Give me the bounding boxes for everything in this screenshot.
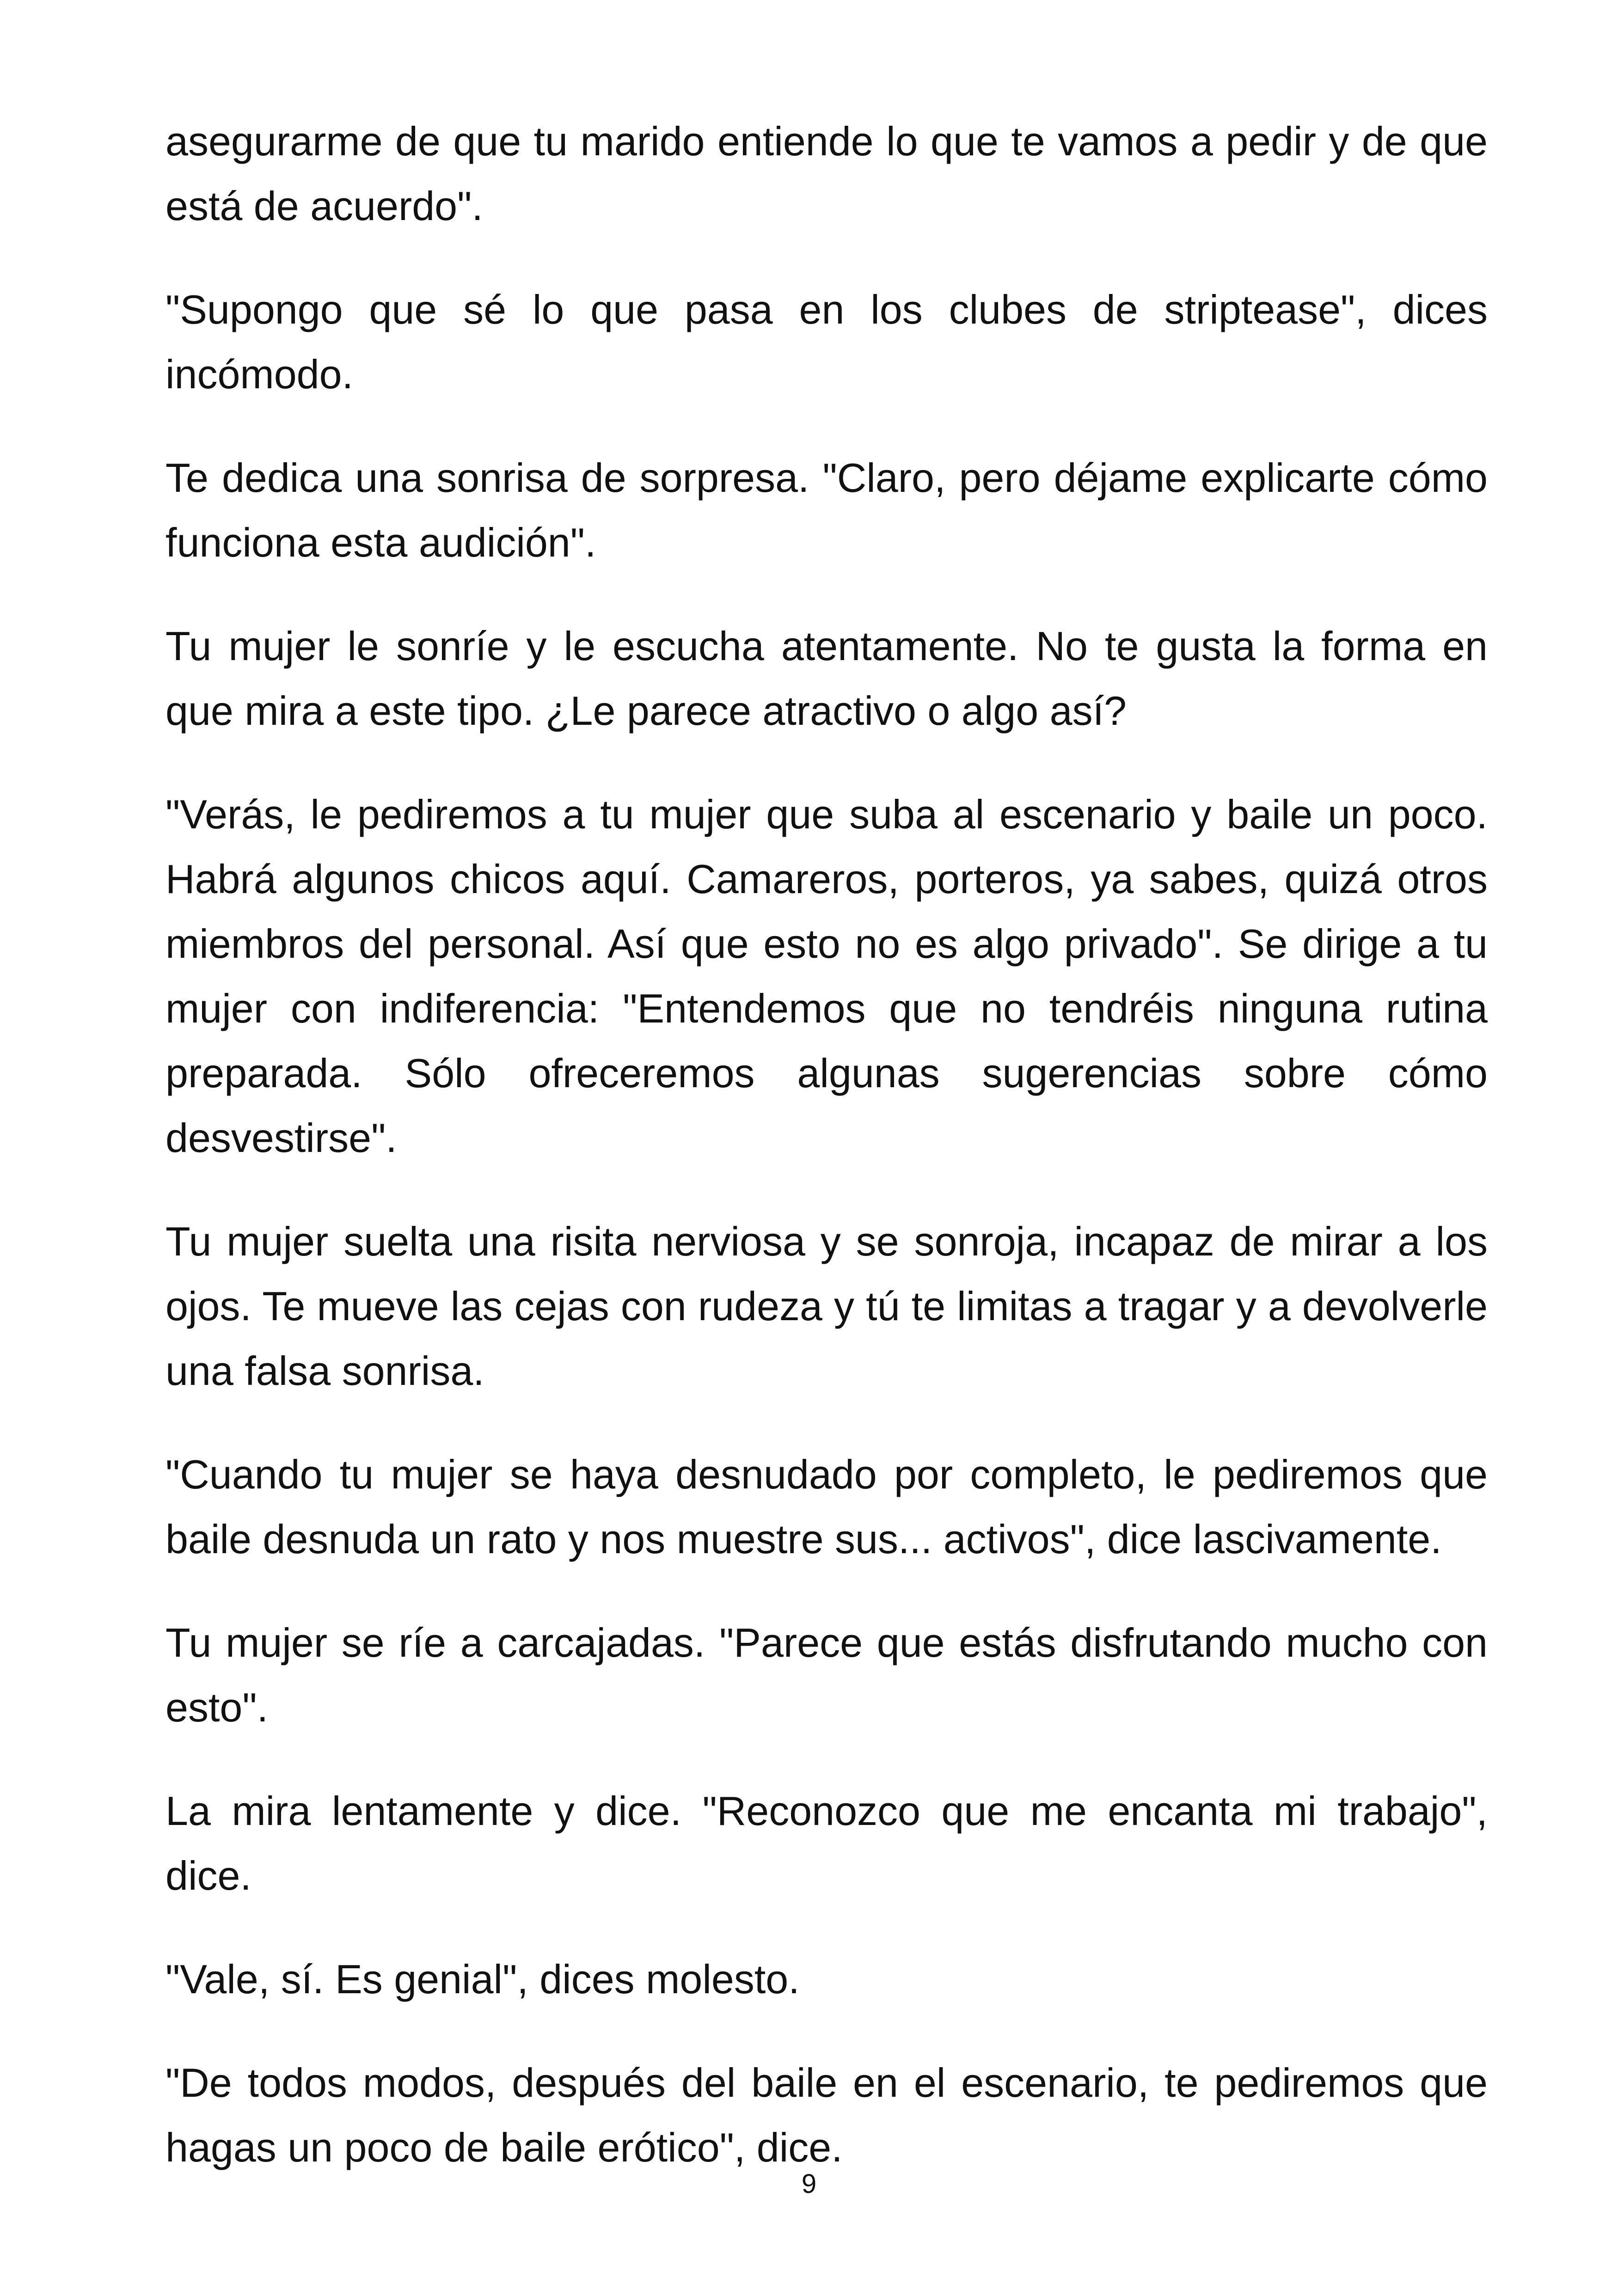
paragraph: "Supongo que sé lo que pasa en los clubes de striptease", dices incómodo. — [165, 287, 1488, 397]
paragraph: "Cuando tu mujer se haya desnudado por completo, le pediremos que baile desnuda un rato y nos muestre sus... activos", dice lascivamente. — [165, 1451, 1488, 1562]
paragraph: Tu mujer suelta una risita nerviosa y se sonroja, incapaz de mirar a los ojos. Te mueve las cejas con rudeza y tú te limitas a tragar y a devolverle una falsa sonrisa. — [165, 1218, 1488, 1394]
paragraph: "Verás, le pediremos a tu mujer que suba al escenario y baile un poco. Habrá algunos chicos aquí. Camareros, porteros, ya sabes, quizá otros miembros del personal. Así que esto no es algo privado". Se dirige a tu mujer con indiferencia: "Entendemos que no tendréis ninguna rutina preparada. Sólo ofreceremos algunas sugerencias sobre cómo desvestirse". — [165, 791, 1488, 1161]
paragraph: "Vale, sí. Es genial", dices molesto. — [165, 1956, 800, 2002]
paragraph: "De todos modos, después del baile en el escenario, te pediremos que hagas un poco de baile erótico", dice. — [165, 2060, 1488, 2170]
paragraph: Te dedica una sonrisa de sorpresa. "Claro, pero déjame explicarte cómo funciona esta audición". — [165, 455, 1488, 565]
page-number: 9 — [801, 2169, 817, 2199]
paragraph: La mira lentamente y dice. "Reconozco que me encanta mi trabajo", dice. — [165, 1788, 1488, 1898]
paragraph: Tu mujer le sonríe y le escucha atentamente. No te gusta la forma en que mira a este tipo. ¿Le parece atractivo o algo así? — [165, 623, 1488, 734]
paragraph: asegurarme de que tu marido entiende lo que te vamos a pedir y de que está de acuerdo". — [165, 118, 1488, 229]
paragraph: Tu mujer se ríe a carcajadas. "Parece que estás disfrutando mucho con esto". — [165, 1620, 1488, 1730]
text-body — [165, 109, 1488, 2219]
